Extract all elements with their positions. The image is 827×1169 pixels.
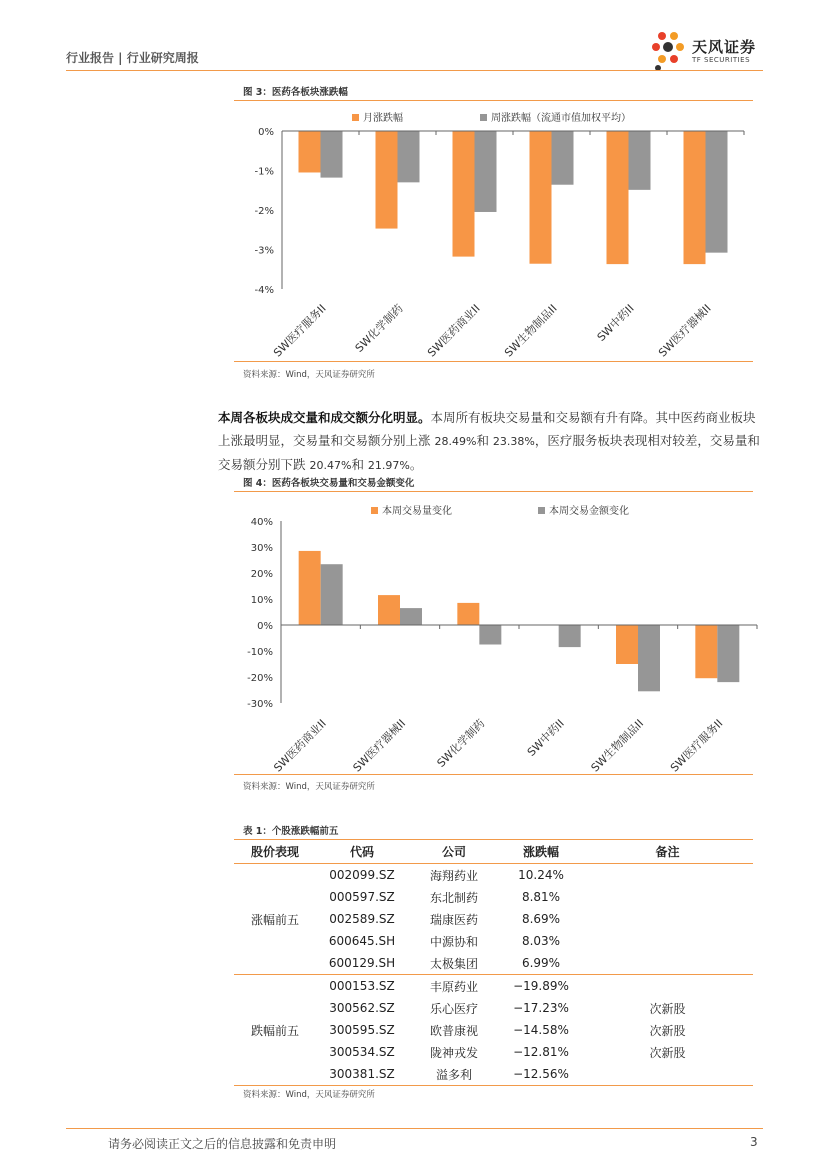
cell-note [582,864,753,887]
y-tick-label: -30% [247,699,273,710]
col-header-performance: 股价表现 [234,840,316,864]
bar-secondary [321,131,343,178]
bar-primary [299,551,321,625]
figure4-source: 资料来源：Wind，天风证券研究所 [243,782,375,792]
x-category-label: SW医疗器械II [656,301,714,360]
cell-company: 东北制药 [429,890,478,905]
bar-secondary [479,625,501,645]
cell-change: 10.24% [518,868,564,882]
y-tick-label: 20% [250,569,273,580]
x-category-label: SW医药商业II [271,716,329,774]
paragraph-text-2: 和 [476,433,493,448]
paragraph-num-2: 23.38% [492,435,535,448]
paragraph-num-4: 21.97% [367,459,410,472]
cell-company: 欧普康视 [429,1023,478,1038]
y-tick-label: -1% [254,166,274,178]
paragraph-lead: 本周各板块成交量和成交额分化明显。 [218,410,431,425]
legend-label: 月涨跌幅 [363,113,403,124]
bar-primary [299,131,321,172]
bar-secondary [400,608,422,625]
cell-change: 8.81% [521,890,561,904]
cell-note [582,908,753,930]
bar-secondary [629,131,651,190]
cell-code: 300534.SZ [329,1045,395,1059]
cell-company: 乐心医疗 [429,1001,478,1016]
top-movers-table [234,840,753,1086]
legend-label: 周涨跌幅（流通市值加权平均） [491,113,631,124]
cell-code: 300381.SZ [316,1063,408,1086]
table-header-row [234,840,753,864]
col-header-company: 公司 [408,840,500,864]
cell-code: 600645.SH [328,934,396,948]
y-tick-label: -4% [254,285,274,296]
cell-code: 002099.SZ [329,868,395,882]
cell-code: 000153.SZ [329,979,395,993]
bar-primary [376,131,398,229]
x-category-label: SW医疗服务II [667,716,726,774]
chart-sector-price-change [234,104,764,362]
brand-sub: TF SECURITIES [692,56,751,64]
bar-primary [616,625,638,664]
header-report-type: 行业报告 | 行业研究周报 [66,51,199,65]
x-category-label: SW生物制品II [588,716,647,774]
bar-primary [453,131,475,257]
legend-label: 本周交易量变化 [382,506,452,517]
cell-change: −12.81% [513,1045,569,1059]
table-row [234,864,753,887]
col-header-change: 涨跌幅 [500,840,582,864]
x-category-label: SW中药II [524,716,567,759]
bar-secondary [717,625,739,682]
cell-note [582,1063,753,1086]
y-tick-label: -2% [254,206,274,217]
cell-company: 中源协和 [429,934,478,949]
x-category-label: SW化学制药 [434,716,488,770]
footer-divider [66,1128,763,1129]
brand-name: 天风证券 [692,38,757,56]
page-number: 3 [750,1135,758,1149]
paragraph-text-1: 本周所有板块交易量和交易额有升有降。其中医药商业板块上涨最明显，交易量和交易额分别上涨 [218,410,756,448]
legend-swatch [352,114,359,121]
body-paragraph [218,406,763,477]
cell-change: 8.03% [521,934,561,948]
y-tick-label: -3% [254,245,274,257]
col-header-note: 备注 [582,840,753,864]
bar-primary [530,131,552,264]
col-header-code: 代码 [316,840,408,864]
cell-note: 次新股 [649,1023,686,1038]
cell-code: 002589.SZ [329,912,395,926]
y-tick-label: 30% [250,543,273,554]
legend-swatch [371,507,378,514]
figure3-bottom-rule [234,361,753,362]
paragraph-text-5: 。 [409,457,423,472]
cell-note [582,930,753,952]
paragraph-num-1: 28.49% [434,435,477,448]
bar-secondary [706,131,728,253]
x-category-label: SW化学制药 [352,301,406,355]
x-category-label: SW医疗服务II [271,301,329,360]
group-label-gainers: 涨幅前五 [234,864,316,975]
chart-sector-volume-change [234,496,764,774]
figure3-title: 图 3：医药各板块涨跌幅 [243,87,348,98]
figure3-source: 资料来源：Wind，天风证券研究所 [243,370,375,380]
figure4-top-rule [234,491,753,492]
legend-swatch [480,114,487,121]
y-tick-label: 10% [250,595,273,606]
cell-change: 8.69% [521,912,561,926]
cell-note [582,952,753,975]
cell-note: 次新股 [649,1001,686,1016]
y-tick-label: -10% [247,647,273,658]
header-divider [66,70,763,71]
paragraph-text-3: ，医疗服务板块表现相对较差，交易量和交易额分别下跌 [218,433,760,472]
footer-disclaimer: 请务必阅读正文之后的信息披露和免责申明 [108,1137,337,1151]
bar-primary [684,131,706,264]
cell-change: 6.99% [500,952,582,975]
cell-change: −12.56% [500,1063,582,1086]
bar-secondary [321,564,343,625]
figure4-title: 图 4：医药各板块交易量和交易金额变化 [243,478,415,489]
cell-company: 瑞康医药 [429,912,478,927]
paragraph-num-3: 20.47% [309,459,352,472]
table-row [234,975,753,998]
bar-primary [378,595,400,625]
cell-code: 300562.SZ [329,1001,395,1015]
y-tick-label: 0% [258,127,274,138]
figure3-top-rule [234,100,753,101]
cell-note: 次新股 [649,1045,686,1060]
y-tick-label: -20% [247,673,273,684]
figure4-bottom-rule [234,774,753,775]
bar-secondary [398,131,420,182]
bar-primary [457,603,479,625]
x-category-label: SW医疗器械II [350,716,409,774]
y-tick-label: 0% [257,621,273,632]
bar-primary [695,625,717,678]
legend-label: 本周交易金额变化 [549,506,629,517]
cell-company: 溢多利 [408,1063,500,1086]
cell-company: 海翔药业 [429,868,478,883]
bar-secondary [552,131,574,185]
x-category-label: SW医药商业II [425,301,483,360]
cell-note [582,886,753,908]
bar-primary [607,131,629,264]
table1-title: 表 1：个股涨跌幅前五 [243,826,339,837]
cell-company: 丰原药业 [429,979,478,994]
cell-company: 陇神戎发 [429,1045,478,1060]
bar-secondary [475,131,497,212]
cell-change: −14.58% [513,1023,569,1037]
bar-secondary [638,625,660,691]
cell-code: 600129.SH [316,952,408,975]
x-category-label: SW生物制品II [502,301,560,360]
cell-change: −19.89% [513,979,569,993]
y-tick-label: 40% [250,517,273,528]
cell-change: −17.23% [513,1001,569,1015]
legend-swatch [538,507,545,514]
bar-secondary [559,625,581,647]
cell-company: 太极集团 [408,952,500,975]
cell-code: 000597.SZ [329,890,395,904]
table1-source: 资料来源：Wind，天风证券研究所 [243,1090,375,1100]
x-category-label: SW中药II [594,301,637,344]
cell-note [582,975,753,998]
cell-code: 300595.SZ [329,1023,395,1037]
group-label-losers: 跌幅前五 [234,975,316,1086]
paragraph-text-4: 和 [351,457,368,472]
